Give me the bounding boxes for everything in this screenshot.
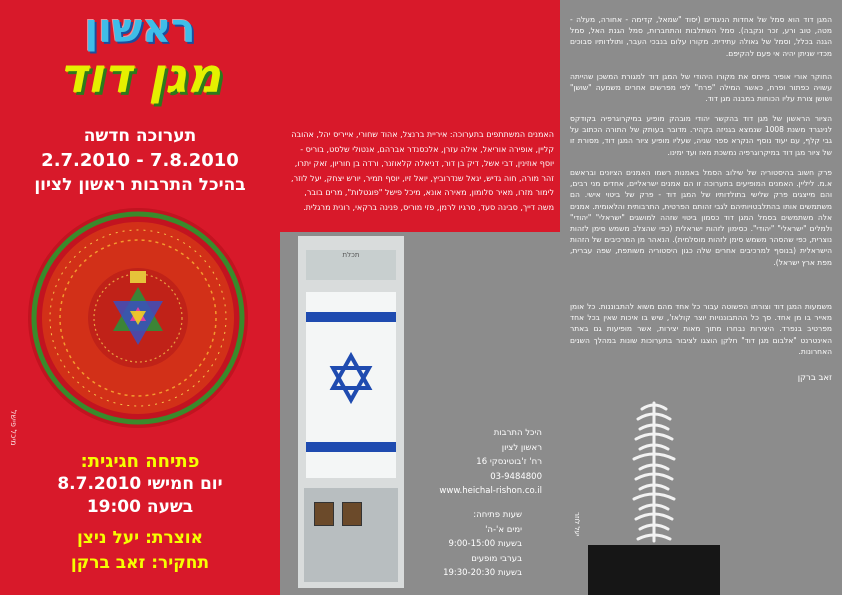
researcher-credit [0,553,280,573]
hours-morning-label: בשעות [497,539,522,549]
essay-paragraph-3: הציור הראשון של מגן דוד בהקשר יהודי מובהק מופיע במיקרוגרפיה בקודקס לנינגרד משנת 1008 שנמצא בגניזה בקהיר. מדובר בעותק של התורה הכתוב על גבי קלף, עם יעוד נוסף הנקרא ספר שניה, שעליו מופיע ציור המגן דוד, מסורת זו של ציור מגן דוד במיקרוגרפיה נמשכת מאז ועד ימינו. [570,114,832,157]
flag-stripe-top [306,312,396,322]
venue-website[interactable]: www.heichal-rishon.co.il [439,486,542,496]
essay-paragraph-4: פרק חשוב בהיסטוריה של שילוב הסמל באמנות רשמו האמנים הציונים ובראשם א.מ. ליליין. האמנים המופיעים בתערוכה זו הם אמנים ישראליים, אחדים מני רבים, והם מייצגים פרק שלישי בתולדותיו של המגן דוד - פרק של ביטוי אישי. הם משתמשים אותו בהתלבטויותיהם לגבי זהותם הפרטית, התרבותית והלאומית. אמנים אלה משתמשים בסמל המגן דוד כסמון ביטוי שזהה למושגים "ישראלי" "יהודי" ולמלים "ישראלי" "יהודי". כסימון לזהות ישראלית (כפי שהצלב משמש סימן לזהות נוצרית, כפי שהסהר משמש סימן לזהות מוסלמית). הנאהר מן המרכיבים של הזהות הישראלית (בנוסף למרכיבים אחרים שלה כגון היסטוריה משותפת, שפה עברית, מפת ארץ ישראל). [570,168,832,267]
sculpture-pedestal [588,545,720,595]
essay-signature: זאב ברקן [797,373,832,383]
participants-panel [280,0,560,232]
researcher-name: זאב ברקן [70,553,146,573]
flag-artwork [298,236,404,588]
hours-days: ימים א'-ה' [485,524,522,535]
opening-hours [412,508,522,581]
hours-evening [412,566,522,581]
sculpture-artwork [604,395,704,545]
essay-paragraph-2: החוקר אורי אופיר מייחס את מקורו היהודי של המגן דוד למגורת המשכן שהייתה עשויה כפתור ופרח, כאשר המילה "פרח" לפי מפרשים אחרים משמעה "שושן" ושושן צורת עליו הכוחות במבנה מגן דוד. [570,72,832,104]
venue-city: ראשון לציון [501,442,542,453]
essay-panel [560,0,842,595]
researcher-role: תחקיר: [151,553,210,573]
hours-evening-value: 19:30-20:30 [443,568,496,578]
hours-morning-value: 9:00-15:00 [448,539,496,549]
sculpture-credit: יעל לוזר [573,512,581,537]
venue-name: היכל התרבות [493,428,542,438]
israeli-flag [306,292,396,478]
essay-paragraph-5: משמעות המגן דוד וצורתו הפשוטה עבור כל אחד מהם משוא להתבוננות. כל אומן מאייר בו מן אחד. סך כל ההתבוננויות יוצר קולאז', שיש בו איכות שאין בכל אחד מפרטיב בנפרד. היצירות נבחרו מתוך מאות יצירות, אשר מופיעות גם באתר האינטרנט "אלבום מגן דוד" חלקן הוצגו לציבור בתערוכות שונות במהלך השנים האחרונות. [570,302,832,356]
portrait-image [314,502,334,526]
hours-evening-label: בערבי מופעים [471,553,522,564]
flag-base-collage [304,488,398,582]
curator-credit [0,528,280,548]
flag-caption [306,250,396,280]
hours-morning [412,537,522,552]
exhibition-label: תערוכה חדשה [83,126,197,146]
hours-evening-prefix: בשעות [497,568,522,578]
logo-rishon: ראשון [84,6,196,52]
opening-time: בשעה 19:00 [86,497,194,517]
exhibition-venue: בהיכל התרבות ראשון לציון [34,175,246,195]
logo-magen-david: מגן דוד [58,48,222,104]
portrait-image [342,502,362,526]
opening-day: יום חמישי 8.7.2010 [57,474,223,494]
flag-caption-text: תכלת [342,251,360,259]
essay-paragraph-1: המגן דוד הוא סמל של אחדות הניגודים (יסוד "שמאל, קדימה - אחורה, מעלה - מטה, טוב ורע, זכר ונקבה). סמל השתלבות והתחברות, סמל הגנת האל, סמל הגנה בכלל, וסמל של גאולה עתידית. מקורו עלום בנבכי העבר, ותולדותיו סבוכים מכדי שניתן יהיה אי פעם להקיפם. [570,15,832,58]
venue-info [412,426,542,499]
flag-stripe-bottom [306,442,396,452]
exhibition-dates: 2.7.2010 - 7.8.2010 [41,150,239,171]
artist-credit-vertical: מיכל פישל [9,410,18,446]
venue-street: רח' ז'בוטינסקי 16 [476,457,542,467]
hours-title: שעות פתיחה: [473,510,522,520]
curator-role: אוצרת: [145,528,204,548]
poster-left-panel [0,0,280,595]
opening-title: פתיחה חגיגית: [80,451,200,472]
curator-name: יעל ניצן [76,528,140,548]
star-of-david-icon [329,350,373,408]
magen-david-artwork [27,207,249,429]
venue-phone: 03-9484800 [490,471,542,482]
participants-list: האמנים המשתתפים בתערוכה: איריית ברנצל, אהוד שחורי, אייריס יהל, אהובה קליין, אופירה אוריאל, אילה עזרן, אלכסנדר אברהם, אנטולי שלסט, בוריס - יוסף אוזינין, דבי אשל, דיק בן דור, דניאלה קלאוזנר, ורדה בן חוריון, זאק יתרו, זהר מורה, חוה גדיש, יגאל שנדרוביץ, יואל זיו, יוסף תמיר, יורש יצחק, יעל לוזר, לימור מזרו, מאיר סלומון, מאירה אונא, מיכל פישל "פוגטלות", מרים בובר, משה דייך, סבינה סעד, סרגיו לרמן, פזי מוריס, פנינה ברקאי, רונית מרגלית. [291,130,554,212]
